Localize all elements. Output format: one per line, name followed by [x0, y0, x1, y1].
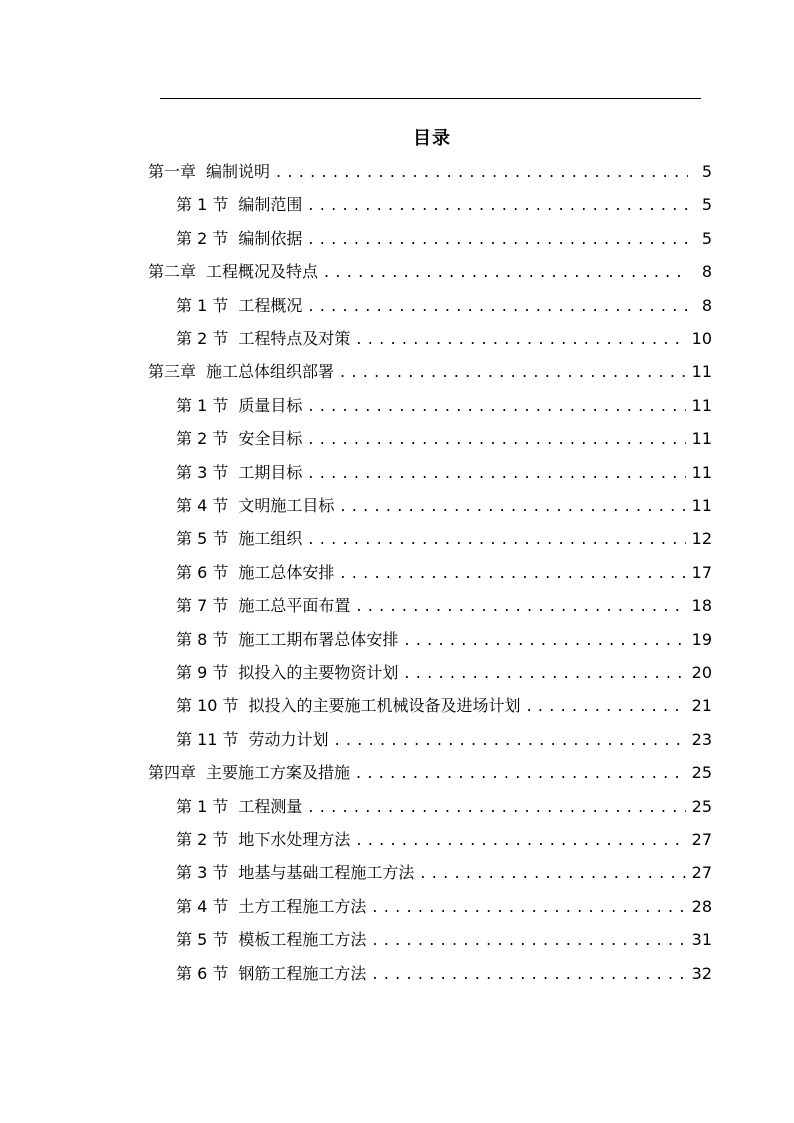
toc-page-number: 17	[691, 562, 712, 582]
toc-entry-label	[176, 195, 302, 215]
toc-entry-label	[176, 563, 334, 583]
toc-dot-leader	[308, 429, 685, 449]
toc-entry-label	[176, 663, 398, 683]
toc-entry-label	[176, 863, 414, 883]
toc-entry-number: 第三章	[148, 362, 197, 382]
toc-entry-label	[176, 830, 350, 850]
toc-entry-label	[176, 329, 350, 349]
toc-entry-number: 第 10 节	[176, 696, 239, 716]
toc-dot-leader	[404, 663, 685, 683]
toc-entry-label	[176, 229, 302, 249]
toc-entry-number: 第 2 节	[176, 329, 229, 348]
toc-entry-label	[176, 596, 350, 616]
toc-section-entry[interactable]	[176, 225, 712, 249]
toc-entry-text: 编制范围	[238, 195, 303, 215]
toc-entry-text: 施工总体安排	[238, 562, 335, 582]
toc-page-number: 25	[691, 763, 712, 783]
toc-section-entry[interactable]	[176, 626, 712, 650]
toc-entry-label	[176, 730, 329, 750]
toc-entry-text: 工期目标	[238, 462, 303, 482]
toc-page-number: 5	[701, 195, 712, 215]
toc-page-number: 5	[701, 228, 712, 248]
toc-entry-text: 工程特点及对策	[238, 329, 351, 348]
toc-entry-label	[176, 630, 398, 650]
toc-entry-number: 第 1 节	[176, 195, 229, 215]
toc-dot-leader	[308, 195, 688, 215]
toc-dot-leader	[276, 162, 688, 182]
toc-entry-text: 地基与基础工程施工方法	[238, 863, 415, 883]
toc-entry-number: 第 2 节	[176, 228, 229, 248]
toc-dot-leader	[324, 262, 688, 282]
toc-entry-text: 工程概况及特点	[206, 262, 319, 282]
toc-section-entry[interactable]	[176, 592, 712, 616]
toc-entry-text: 模板工程施工方法	[238, 930, 367, 950]
toc-dot-leader	[372, 964, 685, 984]
toc-section-entry[interactable]	[176, 926, 712, 950]
toc-entry-number: 第 4 节	[176, 896, 229, 916]
toc-dot-leader	[308, 229, 688, 249]
toc-entry-text: 土方工程施工方法	[238, 896, 367, 916]
toc-entry-number: 第 1 节	[176, 295, 229, 315]
toc-entry-number: 第 2 节	[176, 830, 229, 849]
toc-page-number: 8	[701, 295, 712, 315]
toc-section-entry[interactable]	[176, 392, 712, 416]
toc-entry-text: 拟投入的主要物资计划	[238, 663, 399, 682]
toc-entry-text: 施工总体组织部署	[206, 362, 335, 382]
toc-dot-leader	[372, 897, 685, 917]
toc-chapter-entry[interactable]	[148, 759, 712, 783]
toc-dot-leader	[308, 296, 688, 316]
toc-page-number: 32	[691, 963, 712, 983]
toc-page-number: 27	[691, 830, 712, 849]
toc-entry-text: 劳动力计划	[248, 729, 329, 749]
toc-entry-number: 第 2 节	[176, 429, 229, 449]
toc-section-entry[interactable]	[176, 559, 712, 583]
toc-dot-leader	[404, 630, 685, 650]
toc-section-entry[interactable]	[176, 960, 712, 984]
toc-page-number: 31	[691, 930, 712, 950]
toc-entry-text: 质量目标	[238, 395, 303, 415]
toc-entry-label	[148, 362, 334, 382]
toc-page-number: 10	[691, 329, 712, 348]
toc-section-entry[interactable]	[176, 525, 712, 549]
toc-section-entry[interactable]	[176, 425, 712, 449]
toc-entry-label	[176, 797, 302, 817]
toc-dot-leader	[356, 830, 685, 850]
toc-page-number: 5	[701, 162, 712, 181]
toc-entry-number: 第 1 节	[176, 395, 229, 415]
toc-chapter-entry[interactable]	[148, 358, 712, 382]
toc-entry-number: 第 11 节	[176, 729, 239, 749]
toc-page-number: 11	[691, 395, 712, 415]
toc-entry-number: 第 3 节	[176, 863, 229, 883]
toc-dot-leader	[527, 696, 686, 716]
toc-entry-text: 文明施工目标	[238, 496, 335, 515]
toc-entry-text: 施工工期布署总体安排	[238, 629, 399, 649]
toc-dot-leader	[308, 797, 685, 817]
toc-section-entry[interactable]	[176, 459, 712, 483]
toc-dot-leader	[356, 596, 685, 616]
toc-page-number: 25	[691, 796, 712, 816]
toc-entry-number: 第 9 节	[176, 663, 229, 682]
toc-entry-number: 第二章	[148, 262, 197, 282]
toc-entry-label	[176, 463, 302, 483]
toc-page-number: 11	[691, 362, 712, 382]
toc-section-entry[interactable]	[176, 659, 712, 683]
toc-dot-leader	[308, 463, 685, 483]
toc-section-entry[interactable]	[176, 826, 712, 850]
toc-section-entry[interactable]	[176, 492, 712, 516]
toc-page-number: 28	[691, 896, 712, 916]
toc-page-number: 11	[691, 496, 712, 515]
toc-section-entry[interactable]	[176, 893, 712, 917]
toc-entry-label	[176, 897, 366, 917]
toc-entry-label	[148, 262, 318, 282]
toc-entry-label	[148, 763, 350, 783]
toc-entry-label	[176, 964, 366, 984]
toc-entry-label	[176, 930, 366, 950]
toc-section-entry[interactable]	[176, 292, 712, 316]
toc-entry-text: 钢筋工程施工方法	[238, 963, 367, 983]
toc-entry-number: 第 5 节	[176, 930, 229, 950]
toc-entry-label	[176, 429, 302, 449]
toc-chapter-entry[interactable]	[148, 158, 712, 182]
toc-entry-text: 施工组织	[238, 529, 303, 549]
toc-entry-label	[148, 162, 270, 182]
toc-dot-leader	[356, 329, 685, 349]
toc-dot-leader	[335, 730, 686, 750]
toc-dot-leader	[356, 763, 686, 783]
toc-section-entry[interactable]	[176, 793, 712, 817]
toc-entry-label	[176, 496, 334, 516]
toc-entry-text: 安全目标	[238, 429, 303, 449]
toc-dot-leader	[308, 529, 685, 549]
toc-dot-leader	[340, 362, 686, 382]
toc-dot-leader	[340, 496, 685, 516]
toc-dot-leader	[340, 563, 685, 583]
toc-entry-label	[176, 529, 302, 549]
toc-entry-text: 编制说明	[206, 162, 271, 181]
toc-entry-number: 第 4 节	[176, 496, 229, 515]
toc-dot-leader	[372, 930, 685, 950]
toc-entry-number: 第 8 节	[176, 629, 229, 649]
toc-page-number: 21	[691, 696, 712, 716]
toc-entry-label	[176, 396, 302, 416]
toc-section-entry[interactable]	[176, 726, 712, 750]
toc-entry-text: 工程概况	[238, 295, 303, 315]
toc-entry-text: 编制依据	[238, 228, 303, 248]
toc-entry-number: 第 1 节	[176, 796, 229, 816]
toc-section-entry[interactable]	[176, 325, 712, 349]
toc-entry-number: 第 6 节	[176, 963, 229, 983]
toc-entry-label	[176, 696, 521, 716]
toc-entry-number: 第 3 节	[176, 462, 229, 482]
toc-entry-text: 工程测量	[238, 796, 303, 816]
toc-entry-number: 第一章	[148, 162, 197, 181]
toc-entry-text: 地下水处理方法	[238, 830, 351, 849]
toc-section-entry[interactable]	[176, 859, 712, 883]
toc-page-number: 23	[691, 729, 712, 749]
toc-chapter-entry[interactable]	[148, 258, 712, 282]
toc-section-entry[interactable]	[176, 191, 712, 215]
toc-page-number: 12	[691, 529, 712, 549]
toc-page-number: 27	[691, 863, 712, 883]
toc-entry-label	[176, 296, 302, 316]
toc-entry-number: 第四章	[148, 763, 197, 783]
toc-section-entry[interactable]	[176, 692, 712, 716]
toc-entry-text: 主要施工方案及措施	[206, 763, 351, 783]
toc-dot-leader	[420, 863, 685, 883]
toc-title: 目录	[413, 128, 451, 149]
toc-page-number: 20	[691, 663, 712, 682]
toc-entry-number: 第 7 节	[176, 596, 229, 616]
toc-page-number: 11	[691, 462, 712, 482]
toc-page-number: 8	[701, 262, 712, 282]
toc-entry-text: 施工总平面布置	[238, 596, 351, 616]
toc-entry-number: 第 6 节	[176, 562, 229, 582]
toc-page-number: 18	[691, 596, 712, 616]
toc-page-number: 19	[691, 629, 712, 649]
toc-dot-leader	[308, 396, 685, 416]
toc-entry-text: 拟投入的主要施工机械设备及进场计划	[248, 696, 521, 716]
toc-page-number: 11	[691, 429, 712, 449]
toc-entry-number: 第 5 节	[176, 529, 229, 549]
